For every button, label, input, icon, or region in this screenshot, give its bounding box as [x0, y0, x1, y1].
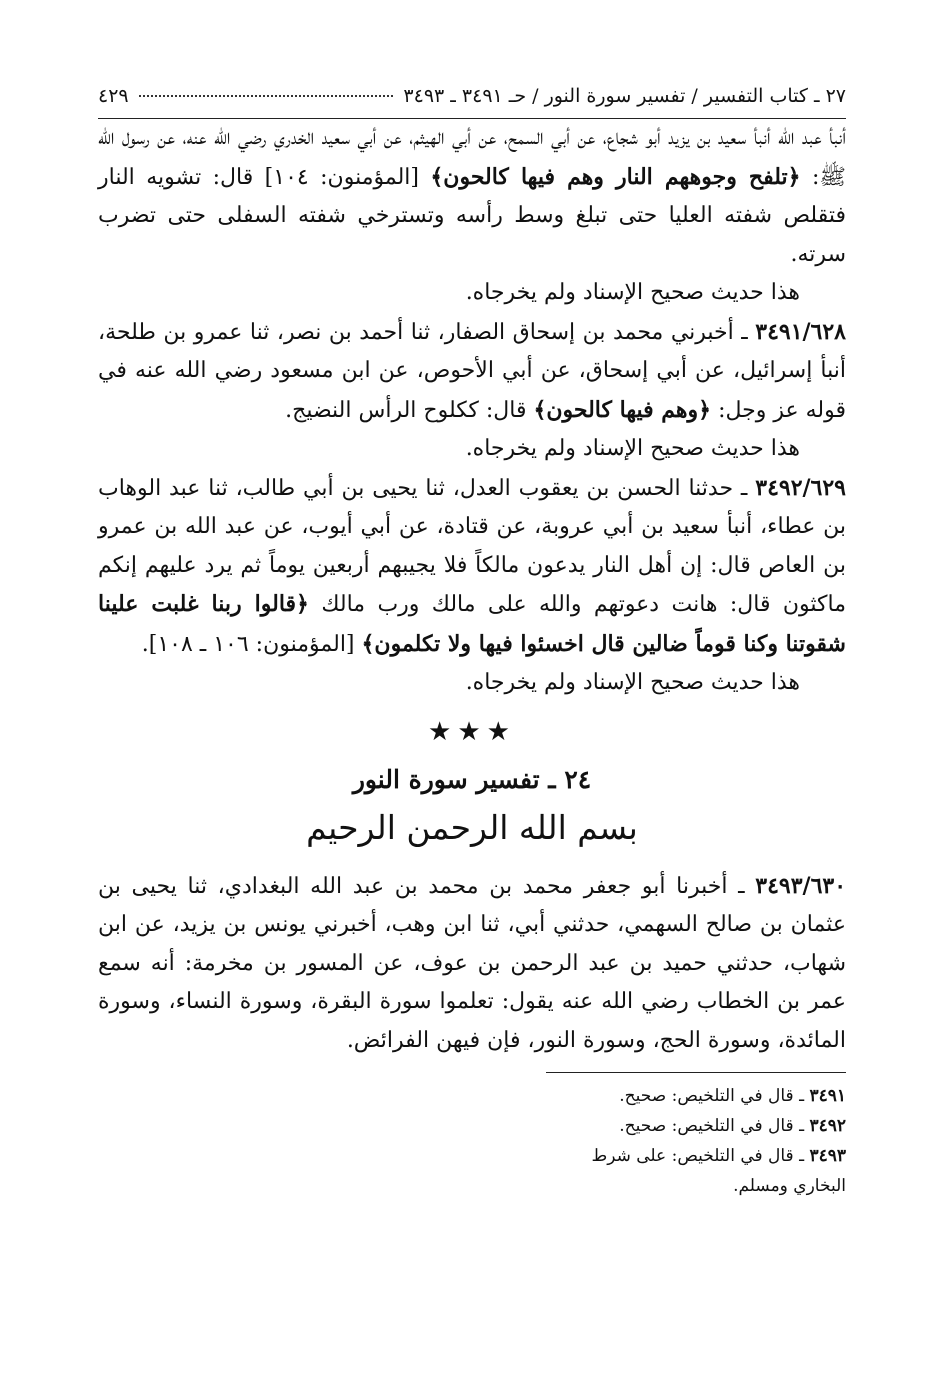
quran-quote: ﴿وهم فيها كالحون﴾	[533, 396, 712, 423]
footnote	[546, 1081, 846, 1111]
hadith-text-rest: قال: ككلوح الرأس النضيج.	[285, 397, 527, 423]
running-title: ٢٧ ـ كتاب التفسير / تفسير سورة النور / حـ ٣٤٩١ ـ ٣٤٩٣	[403, 85, 846, 107]
hadith-number: ٣٤٩٢/٦٢٩	[755, 474, 846, 501]
footnote-text: ـ قال في التلخيص: على شرط البخاري ومسلم.	[591, 1146, 846, 1196]
surah-title: ٢٤ ـ تفسير سورة النور	[352, 764, 592, 794]
footnote-number: ٣٤٩١	[809, 1086, 846, 1106]
hadith-text: ـ أخبرني محمد بن إسحاق الصفار، ثنا أحمد بن نصر، ثنا عمرو بن طلحة، أنبأ إسرائيل، عن أبي إسحاق، عن أبي الأحوص، عن ابن مسعود رضي الله عنه في قوله عز وجل:	[98, 319, 846, 423]
running-header	[98, 74, 846, 119]
ruling-line: هذا حديث صحيح الإسناد ولم يخرجاه.	[465, 280, 800, 305]
footnotes	[546, 1072, 846, 1201]
quran-quote: ﴿قالوا ربنا غلبت علينا شقوتنا وكنا قوماً ضالين قال اخسئوا فيها ولا تكلمون﴾	[98, 591, 846, 657]
hadith-paragraph	[98, 469, 846, 665]
hadith-text-rest: [المؤمنون: ١٠٦ ـ ١٠٨].	[141, 631, 355, 657]
footnote	[546, 1111, 846, 1141]
hadith-paragraph	[98, 313, 846, 431]
hadith-text-rest: [المؤمنون: ١٠٤] قال: تشويه النار فتقلص شفته العليا حتى تبلغ وسط رأسه وتسترخي شفته السفلى حتى تضرب سرته.	[98, 164, 846, 267]
hadith-paragraph-continued	[98, 119, 846, 274]
page	[98, 74, 846, 1201]
footnote-text: ـ قال في التلخيص: صحيح.	[619, 1116, 805, 1136]
hadith-text: ـ حدثنا الحسن بن يعقوب العدل، ثنا يحيى بن أبي طالب، ثنا عبد الوهاب بن عطاء، أنبأ سعيد بن أبي عروبة، عن قتادة، عن أبي أيوب، عن عبد الله بن عمرو بن العاص قال: إن أهل النار يدعون مالكاً فلا يجيبهم أربعين يوماً ثم يرد عليهم إنكم ماكثون قال: هانت دعوتهم والله على مالك ورب مالك	[98, 475, 847, 617]
hadith-number: ٣٤٩٣/٦٣٠	[755, 872, 847, 899]
ruling-line: هذا حديث صحيح الإسناد ولم يخرجاه.	[465, 670, 800, 695]
hadith-text: ـ أخبرنا أبو جعفر محمد بن محمد بن عبد الله البغدادي، ثنا يحيى بن عثمان بن صالح السهمي، حدثني أبي، ثنا ابن وهب، أخبرني يونس بن يزيد، عن ابن شهاب، حدثني حميد بن عبد الرحمن بن عوف، عن المسور بن مخرمة: أنه سمع عمر بن الخطاب رضي الله عنه يقول: تعلموا سورة البقرة، وسورة النساء، وسورة المائدة، وسورة الحج، وسورة النور، فإن فيهن الفرائض.	[98, 873, 846, 1053]
leader-dots	[139, 95, 394, 97]
page-number: ٤٢٩	[98, 85, 129, 107]
basmala: بسم الله الرحمن الرحيم	[306, 807, 638, 847]
ruling-line: هذا حديث صحيح الإسناد ولم يخرجاه.	[465, 436, 800, 461]
hadith-number: ٣٤٩١/٦٢٨	[755, 318, 846, 345]
footnote-number: ٣٤٩٢	[809, 1116, 846, 1136]
hadith-text: أنبأ عبد الله أنبأ سعيد بن يزيد أبو شجاع، عن أبي السمح، عن أبي الهيثم، عن أبي سعيد الخدري رضي الله عنه، عن رسول الله ﷺ:	[98, 125, 846, 190]
section-separator-stars: ★★★	[428, 716, 516, 747]
footnote-number: ٣٤٩٣	[809, 1146, 846, 1166]
footnote	[546, 1141, 846, 1201]
quran-quote: ﴿تلفح وجوههم النار وهم فيها كالحون﴾	[430, 163, 801, 190]
hadith-paragraph	[98, 867, 846, 1061]
footnote-text: ـ قال في التلخيص: صحيح.	[619, 1086, 805, 1106]
